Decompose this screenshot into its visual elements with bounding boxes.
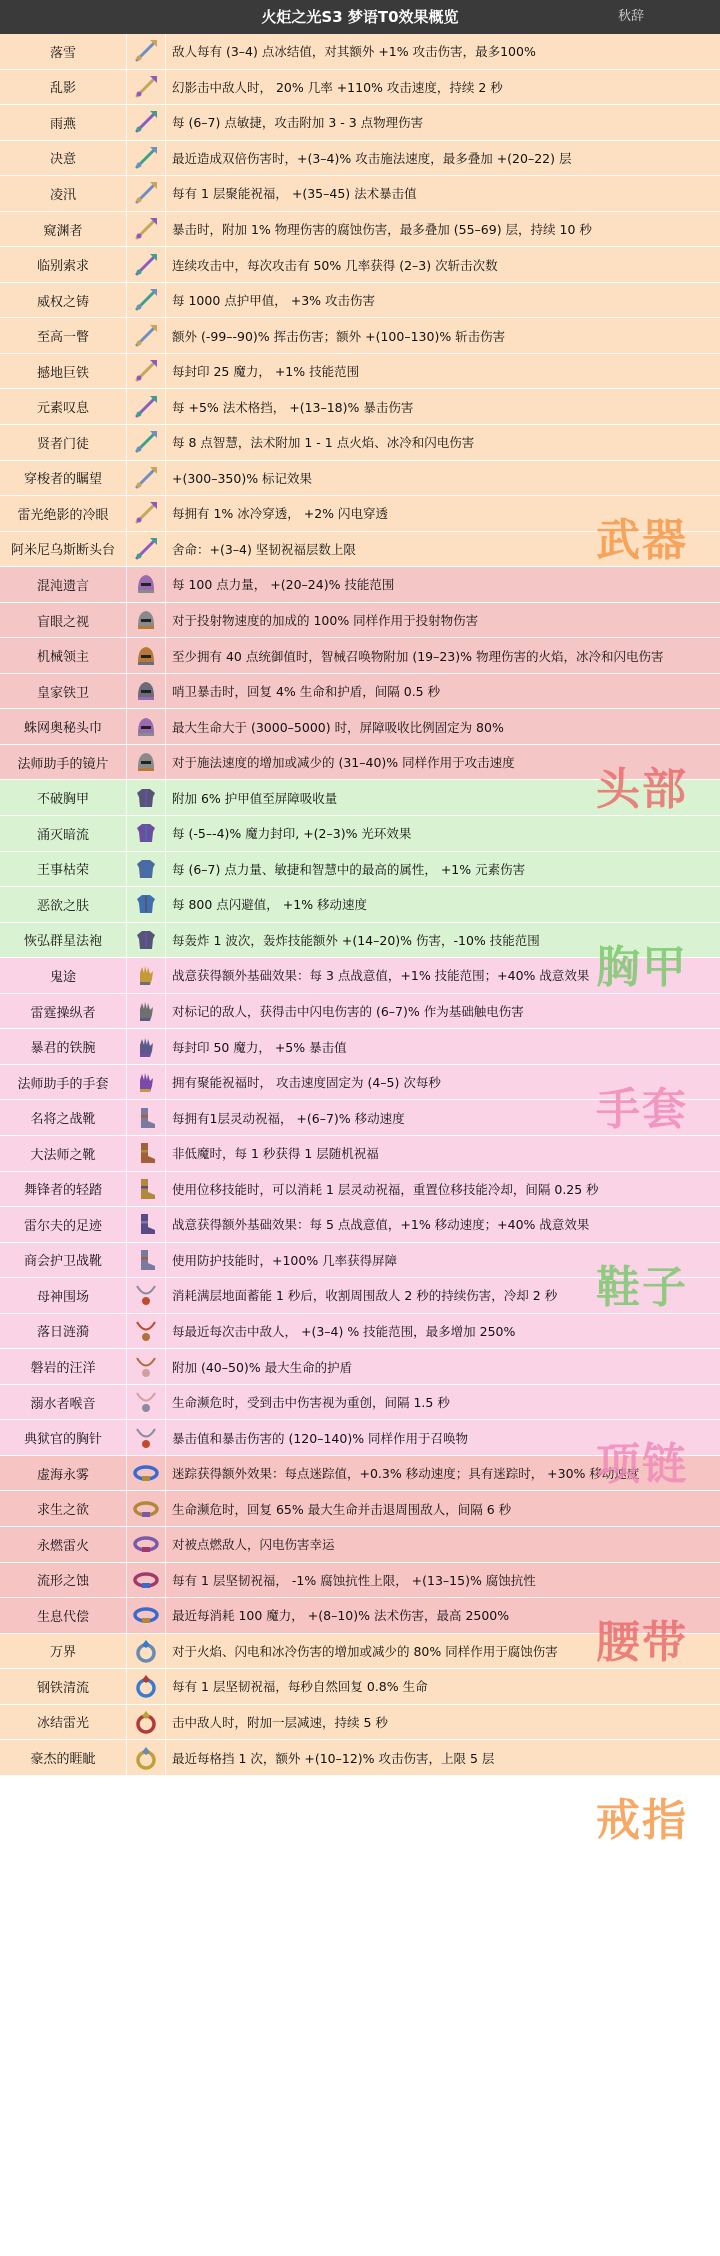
item-effect: 对于投射物速度的加成的 100% 同样作用于投射物伤害 bbox=[172, 613, 479, 629]
item-effect: +(300–350)% 标记效果 bbox=[172, 470, 313, 486]
red-ring-icon bbox=[126, 1740, 166, 1775]
item-table bbox=[0, 34, 720, 1776]
item-effect: 每封印 50 魔力， +5% 暴击值 bbox=[172, 1039, 347, 1055]
item-effect: 生命濒危时，回复 65% 最大生命并击退周围敌人，间隔 6 秒 bbox=[172, 1501, 512, 1517]
purple-spear-icon bbox=[126, 283, 166, 318]
steel-ring-icon bbox=[126, 1669, 166, 1704]
blue-armor-icon bbox=[126, 780, 166, 815]
claw-glove-icon bbox=[126, 958, 166, 993]
silver-necklace-icon bbox=[126, 1385, 166, 1420]
table-row bbox=[0, 1385, 720, 1421]
claw-weapon-icon bbox=[126, 34, 166, 69]
table-row bbox=[0, 70, 720, 106]
item-effect: 每 (-5–-4)% 魔力封印, +(2–3)% 光环效果 bbox=[172, 826, 412, 842]
item-effect: 非低魔时，每 1 秒获得 1 层随机祝福 bbox=[172, 1146, 379, 1162]
table-row bbox=[0, 1100, 720, 1136]
category-label-ring: 戒指 bbox=[596, 1795, 688, 1846]
item-effect: 每有 1 层坚韧祝福， -1% 腐蚀抗性上限， +(13–15)% 腐蚀抗性 bbox=[172, 1572, 536, 1588]
crossbow-icon bbox=[126, 461, 166, 496]
purple-scepter-icon bbox=[126, 141, 166, 176]
item-name: 盲眼之视 bbox=[36, 614, 89, 630]
table-row bbox=[0, 638, 720, 674]
purple-belt-icon bbox=[126, 1527, 166, 1562]
item-effect: 每 800 点闪避值， +1% 移动速度 bbox=[172, 897, 368, 913]
table-row bbox=[0, 958, 720, 994]
table-row bbox=[0, 1065, 720, 1101]
table-row bbox=[0, 425, 720, 461]
item-effect: 至少拥有 40 点统御值时，智械召唤物附加 (19–23)% 物理伤害的火焰，冰冷和闪电伤害 bbox=[172, 648, 664, 664]
item-name: 母神围场 bbox=[36, 1289, 89, 1305]
category-label-weapon: 武器 bbox=[596, 514, 688, 566]
item-name: 舞锋者的轻踏 bbox=[23, 1183, 102, 1199]
table-row bbox=[0, 1420, 720, 1456]
item-name: 钢铁清流 bbox=[36, 1680, 89, 1696]
item-name: 贤者门徒 bbox=[36, 436, 89, 452]
item-name: 元素叹息 bbox=[36, 401, 89, 417]
item-name: 乱影 bbox=[49, 81, 76, 97]
item-name: 暴君的铁腕 bbox=[30, 1041, 96, 1057]
item-name: 流形之蚀 bbox=[36, 1574, 89, 1590]
table-row bbox=[0, 887, 720, 923]
item-name: 鬼途 bbox=[49, 969, 76, 985]
table-row bbox=[0, 1598, 720, 1634]
item-name: 窥渊者 bbox=[43, 223, 83, 239]
table-row bbox=[0, 496, 720, 532]
item-effect: 敌人每有 (3–4) 点冰结值，对其额外 +1% 攻击伤害，最多100% bbox=[172, 44, 536, 60]
table-row bbox=[0, 1314, 720, 1350]
item-effect: 附加 (40–50)% 最大生命的护盾 bbox=[172, 1359, 353, 1375]
blue-belt-icon bbox=[126, 1456, 166, 1491]
item-name: 落雪 bbox=[49, 45, 76, 61]
dark-orb-icon bbox=[126, 354, 166, 389]
table-row bbox=[0, 532, 720, 568]
item-name: 法师助手的手套 bbox=[17, 1076, 109, 1092]
gold-ring-icon bbox=[126, 1634, 166, 1669]
item-name: 雨燕 bbox=[49, 116, 76, 132]
item-effect: 每拥有1层灵动祝福， +(6–7)% 移动速度 bbox=[172, 1110, 405, 1126]
plate-armor-icon bbox=[126, 887, 166, 922]
category-label-helmet: 头部 bbox=[596, 763, 688, 815]
item-name: 临别索求 bbox=[36, 259, 89, 275]
table-row bbox=[0, 816, 720, 852]
item-effect: 每封印 25 魔力， +1% 技能范围 bbox=[172, 364, 360, 380]
table-row bbox=[0, 1207, 720, 1243]
item-name: 求生之欲 bbox=[36, 1503, 89, 1519]
table-row bbox=[0, 780, 720, 816]
item-effect: 拥有聚能祝福时， 攻击速度固定为 (4–5) 次每秒 bbox=[172, 1075, 441, 1091]
item-name: 皇家铁卫 bbox=[36, 685, 89, 701]
table-row bbox=[0, 389, 720, 425]
item-effect: 消耗满层地面蓄能 1 秒后，收割周围敌人 2 秒的持续伤害，冷却 2 秒 bbox=[172, 1288, 558, 1304]
item-name: 恢弘群星法袍 bbox=[23, 934, 102, 950]
table-row bbox=[0, 1669, 720, 1705]
item-name: 生息代偿 bbox=[36, 1609, 89, 1625]
amulet-icon bbox=[126, 1420, 166, 1455]
item-name: 威权之铸 bbox=[36, 294, 89, 310]
page-title: 火炬之光S3 梦语T0效果概览 bbox=[261, 8, 459, 26]
item-effect: 战意获得额外基础效果：每 5 点战意值，+1% 移动速度；+40% 战意效果 bbox=[172, 1217, 590, 1233]
table-row bbox=[0, 1527, 720, 1563]
crown-helm-icon bbox=[126, 674, 166, 709]
purple-wand-icon bbox=[126, 389, 166, 424]
royal-armor-icon bbox=[126, 852, 166, 887]
table-row bbox=[0, 247, 720, 283]
item-name: 豪杰的睚眦 bbox=[30, 1752, 96, 1768]
item-name: 撼地巨铁 bbox=[36, 365, 89, 381]
item-effect: 最近造成双倍伤害时，+(3–4)% 攻击施法速度，最多叠加 +(20–22) 层 bbox=[172, 150, 572, 166]
item-name: 虚海永雾 bbox=[36, 1467, 89, 1483]
bead-necklace-icon bbox=[126, 1278, 166, 1313]
item-effect: 暴击时，附加 1% 物理伤害的腐蚀伤害，最多叠加 (55–69) 层，持续 10 秒 bbox=[172, 222, 592, 237]
table-row bbox=[0, 283, 720, 319]
table-row bbox=[0, 1243, 720, 1279]
item-name: 凌汛 bbox=[49, 187, 76, 203]
gold-glove-icon bbox=[126, 1029, 166, 1064]
item-effect: 最近每格挡 1 次，额外 +(10–12)% 攻击伤害，上限 5 层 bbox=[172, 1750, 495, 1766]
table-row bbox=[0, 603, 720, 639]
visor-helm-icon bbox=[126, 709, 166, 744]
item-name: 名将之战靴 bbox=[30, 1112, 96, 1128]
category-label-gloves: 手套 bbox=[596, 1083, 688, 1135]
knight-helm-icon bbox=[126, 567, 166, 602]
item-name: 冰结雷光 bbox=[36, 1716, 89, 1732]
storm-glove-icon bbox=[126, 994, 166, 1029]
table-row bbox=[0, 709, 720, 745]
hammer-icon bbox=[126, 105, 166, 140]
item-name: 不破胸甲 bbox=[36, 792, 89, 808]
item-name: 大法师之靴 bbox=[30, 1147, 96, 1163]
table-row bbox=[0, 1029, 720, 1065]
table-row bbox=[0, 1349, 720, 1385]
item-name: 雷光绝影的冷眼 bbox=[17, 507, 109, 523]
table-row bbox=[0, 674, 720, 710]
pink-spear-icon bbox=[126, 496, 166, 531]
item-name: 混沌遗言 bbox=[36, 578, 89, 594]
golden-staff-icon bbox=[126, 176, 166, 211]
blue-dagger-icon bbox=[126, 212, 166, 247]
item-effect: 最近每消耗 100 魔力， +(8–10)% 法术伤害，最高 2500% bbox=[172, 1608, 510, 1624]
category-label-chest: 胸甲 bbox=[596, 941, 688, 993]
item-name: 机械领主 bbox=[36, 650, 89, 666]
table-row bbox=[0, 1563, 720, 1599]
green-axe-icon bbox=[126, 532, 166, 567]
table-row bbox=[0, 994, 720, 1030]
mech-helm-icon bbox=[126, 638, 166, 673]
item-name: 王事枯荣 bbox=[36, 863, 89, 879]
title-bar bbox=[0, 0, 720, 34]
item-name: 穿梭者的瞩望 bbox=[23, 472, 102, 488]
item-name: 蛛网奥秘头巾 bbox=[23, 721, 102, 737]
table-row bbox=[0, 141, 720, 177]
red-belt-icon bbox=[126, 1563, 166, 1598]
item-name: 恶欲之肤 bbox=[36, 898, 89, 914]
category-label-belt: 腰带 bbox=[596, 1617, 688, 1669]
item-effect: 附加 6% 护甲值至屏障吸收量 bbox=[172, 790, 338, 806]
chain-belt-icon bbox=[126, 1598, 166, 1633]
table-row bbox=[0, 1491, 720, 1527]
table-row bbox=[0, 34, 720, 70]
item-name: 阿米尼乌斯断头台 bbox=[10, 543, 115, 559]
item-name: 商会护卫战靴 bbox=[23, 1254, 102, 1270]
cloth-glove-icon bbox=[126, 1065, 166, 1100]
table-row bbox=[0, 212, 720, 248]
item-effect: 每 +5% 法术格挡， +(13–18)% 暴击伤害 bbox=[172, 399, 414, 415]
arcane-staff-icon bbox=[126, 425, 166, 460]
table-row bbox=[0, 1456, 720, 1492]
item-effect: 最大生命大于 (3000–5000) 时，屏障吸收比例固定为 80% bbox=[172, 719, 504, 735]
item-effect: 每 (6–7) 点力量、敏捷和智慧中的最高的属性， +1% 元素伤害 bbox=[172, 861, 526, 877]
table-row bbox=[0, 176, 720, 212]
gold-boot-icon bbox=[126, 1100, 166, 1135]
item-effect: 对被点燃敌人，闪电伤害幸运 bbox=[172, 1537, 335, 1553]
table-row bbox=[0, 1172, 720, 1208]
pendant-icon bbox=[126, 1349, 166, 1384]
item-effect: 生命濒危时，受到击中伤害视为重创，间隔 1.5 秒 bbox=[172, 1395, 450, 1411]
table-row bbox=[0, 1705, 720, 1741]
item-effect: 战意获得额外基础效果：每 3 点战意值，+1% 技能范围；+40% 战意效果 bbox=[172, 968, 590, 984]
item-effect: 击中敌人时，附加一层减速，持续 5 秒 bbox=[172, 1714, 388, 1730]
item-effect: 每有 1 层坚韧祝福，每秒自然回复 0.8% 生命 bbox=[172, 1679, 428, 1695]
item-name: 磐岩的汪洋 bbox=[30, 1361, 96, 1376]
item-effect: 每 8 点智慧，法术附加 1 - 1 点火焰、冰冷和闪电伤害 bbox=[172, 435, 475, 451]
item-effect: 使用位移技能时，可以消耗 1 层灵动祝福，重置位移技能冷却，间隔 0.25 秒 bbox=[172, 1181, 599, 1197]
item-effect: 幻影击中敌人时， 20% 几率 +110% 攻击速度，持续 2 秒 bbox=[172, 79, 503, 95]
item-name: 典狱官的胸针 bbox=[23, 1432, 102, 1448]
item-effect: 舍命：+(3–4) 坚韧祝福层数上限 bbox=[172, 541, 356, 557]
gold-belt-icon bbox=[126, 1491, 166, 1526]
category-label-necklace: 项链 bbox=[596, 1439, 688, 1491]
item-name: 万界 bbox=[49, 1645, 76, 1661]
table-row bbox=[0, 318, 720, 354]
chain-necklace-icon bbox=[126, 1314, 166, 1349]
item-effect: 每最近每次击中敌人， +(3–4) % 技能范围，最多增加 250% bbox=[172, 1323, 516, 1339]
robe-armor-icon bbox=[126, 923, 166, 958]
item-effect: 每轰炸 1 波次，轰炸技能额外 +(14–20)% 伤害，-10% 技能范围 bbox=[172, 932, 540, 948]
item-effect: 使用防护技能时，+100% 几率获得屏障 bbox=[172, 1252, 398, 1268]
teal-blade-icon bbox=[126, 247, 166, 282]
item-effect: 对标记的敌人，获得击中闪电伤害的 (6–7)% 作为基础触电伤害 bbox=[172, 1004, 524, 1020]
item-name: 溺水者喉音 bbox=[30, 1396, 96, 1412]
tiger-boot-icon bbox=[126, 1207, 166, 1242]
table-row bbox=[0, 923, 720, 959]
item-effect: 对于火焰、闪电和冰冷伤害的增加或减少的 80% 同样作用于腐蚀伤害 bbox=[172, 1643, 558, 1659]
dark-armor-icon bbox=[126, 816, 166, 851]
table-row bbox=[0, 1634, 720, 1670]
dancer-boot-icon bbox=[126, 1172, 166, 1207]
item-effect: 额外 (-99–-90)% 挥击伤害；额外 +(100–130)% 斩击伤害 bbox=[172, 328, 506, 344]
table-row bbox=[0, 354, 720, 390]
item-effect: 对于施法速度的增加或减少的 (31–40)% 同样作用于攻击速度 bbox=[172, 755, 515, 771]
horned-helm-icon bbox=[126, 603, 166, 638]
item-effect: 每 (6–7) 点敏捷，攻击附加 3 - 3 点物理伤害 bbox=[172, 115, 424, 131]
table-row bbox=[0, 852, 720, 888]
item-name: 至高一瞥 bbox=[36, 330, 89, 346]
item-effect: 每 1000 点护甲值， +3% 攻击伤害 bbox=[172, 293, 376, 309]
item-name: 雷尔夫的足迹 bbox=[23, 1218, 102, 1234]
table-row bbox=[0, 1740, 720, 1776]
table-row bbox=[0, 567, 720, 603]
table-row bbox=[0, 105, 720, 141]
item-effect: 每有 1 层聚能祝福， +(35–45) 法术暴击值 bbox=[172, 186, 417, 202]
guard-boot-icon bbox=[126, 1243, 166, 1278]
mage-boot-icon bbox=[126, 1136, 166, 1171]
item-effect: 每 100 点力量， +(20–24)% 技能范围 bbox=[172, 577, 395, 593]
green-blade-icon bbox=[126, 70, 166, 105]
table-row bbox=[0, 1136, 720, 1172]
item-effect: 每拥有 1% 冰冷穿透， +2% 闪电穿透 bbox=[172, 506, 389, 522]
golden-axe-icon bbox=[126, 318, 166, 353]
category-label-boots: 鞋子 bbox=[596, 1261, 688, 1313]
item-name: 法师助手的镜片 bbox=[17, 756, 109, 772]
item-effect: 哨卫暴击时，回复 4% 生命和护盾，间隔 0.5 秒 bbox=[172, 684, 441, 700]
item-name: 落日涟漪 bbox=[36, 1325, 89, 1341]
item-name: 雷霆操纵者 bbox=[30, 1005, 96, 1021]
author-label: 秋辞 bbox=[617, 9, 644, 24]
item-effect: 暴击值和暴击伤害的 (120–140)% 同样作用于召唤物 bbox=[172, 1430, 469, 1446]
item-name: 永燃雷火 bbox=[36, 1538, 89, 1554]
item-name: 决意 bbox=[49, 152, 76, 168]
blue-ring-icon bbox=[126, 1705, 166, 1740]
item-effect: 连续攻击中，每次攻击有 50% 几率获得 (2–3) 次斩击次数 bbox=[172, 257, 498, 273]
mirror-icon bbox=[126, 745, 166, 780]
table-row bbox=[0, 461, 720, 497]
item-name: 涌灭暗流 bbox=[36, 827, 89, 843]
item-effect: 迷踪获得额外效果：每点迷踪值，+0.3% 移动速度；具有迷踪时， +30% 移动速度 bbox=[172, 1466, 640, 1482]
table-row bbox=[0, 1278, 720, 1314]
table-row bbox=[0, 745, 720, 781]
